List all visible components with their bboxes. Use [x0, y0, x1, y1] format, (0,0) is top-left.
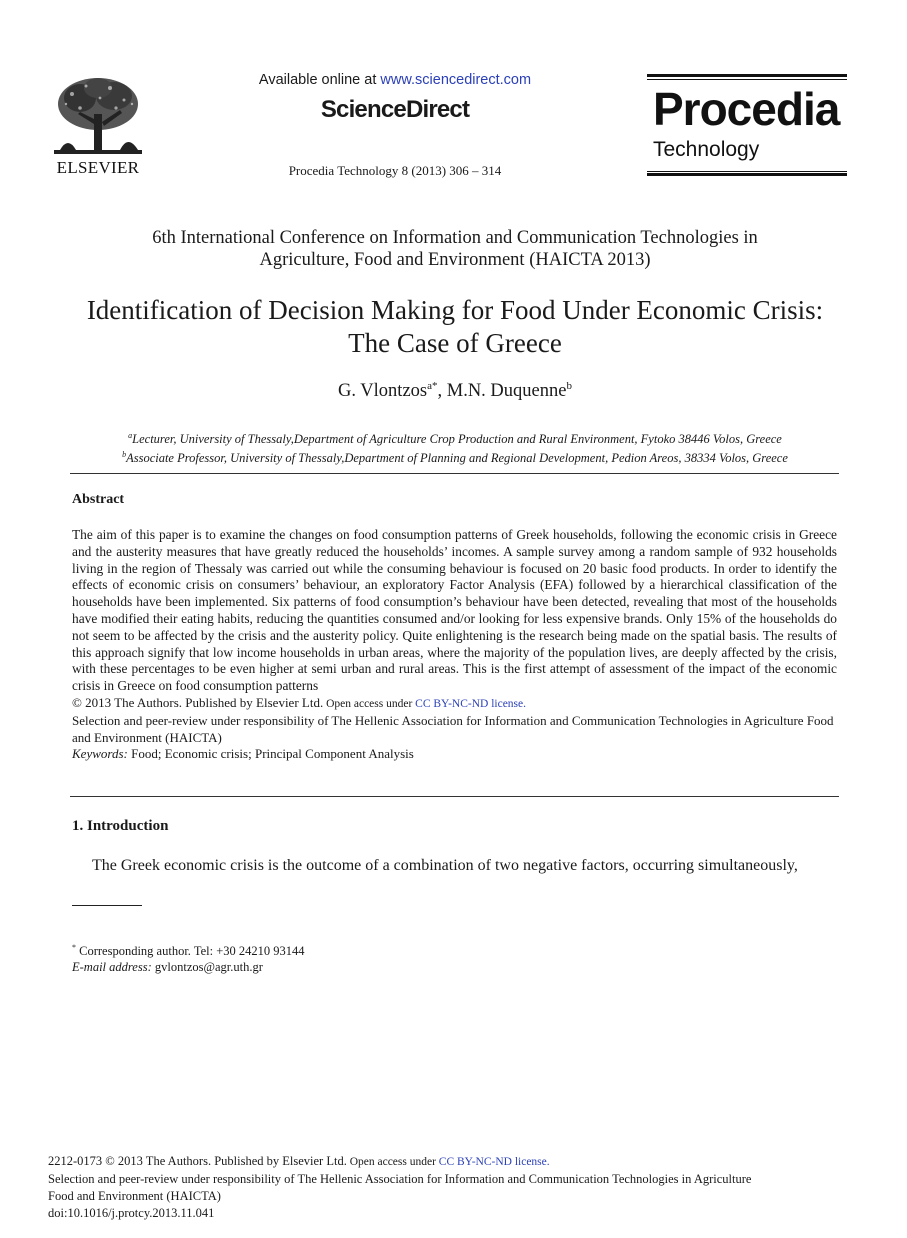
- affiliation-a: [70, 428, 840, 447]
- email-line: [72, 959, 672, 975]
- corresponding-text: Corresponding author. Tel: +30 24210 93144: [76, 944, 305, 959]
- sciencedirect-link[interactable]: www.sciencedirect.com: [380, 72, 532, 88]
- conference-line-2: Agriculture, Food and Environment (HAICTA 2013): [259, 250, 651, 270]
- footer-open-access: Open access under: [346, 1156, 439, 1168]
- copyright-text: © 2013 The Authors. Published by Elsevier Ltd.: [72, 694, 324, 710]
- footnote: [72, 940, 672, 975]
- available-prefix: Available online at: [258, 72, 381, 88]
- corresponding-author: [72, 940, 672, 959]
- footer-peer-review-1: Selection and peer-review under responsibility of The Hellenic Association for Information and Communication Technologies in Agriculture: [48, 1172, 752, 1186]
- title-line-2: The Case of Greece: [348, 328, 562, 358]
- affiliations: [70, 428, 840, 466]
- footer-peer-review-2: Food and Environment (HAICTA): [48, 1189, 221, 1203]
- footer-copyright: [48, 1153, 848, 1171]
- footer-issn-copyright: 2212-0173 © 2013 The Authors. Published by Elsevier Ltd.: [48, 1154, 347, 1168]
- keywords-label: Keywords:: [72, 746, 128, 762]
- rule-above-abstract: [70, 473, 839, 474]
- abstract-section: [72, 527, 837, 763]
- available-online-line: [200, 72, 590, 88]
- elsevier-tree-icon: [50, 74, 146, 158]
- conference-name: [70, 227, 840, 271]
- author-1-mark: a*: [427, 380, 438, 392]
- affiliation-a-mark: a: [128, 431, 133, 440]
- elsevier-logo: [50, 74, 146, 178]
- author-2-mark: b: [566, 380, 572, 392]
- paper-title: [40, 294, 870, 360]
- footer-license-link[interactable]: CC BY-NC-ND license.: [438, 1156, 550, 1168]
- procedia-title: Procedia: [653, 83, 840, 135]
- page-footer: [48, 1153, 848, 1222]
- procedia-logo: [647, 74, 847, 178]
- abstract-copyright: [72, 695, 837, 713]
- author-1: G. Vlontzos: [338, 381, 428, 402]
- logo-rule-top: [647, 74, 847, 77]
- title-line-1: Identification of Decision Making for Food Under Economic Crisis:: [86, 295, 824, 325]
- keywords-text: Food; Economic crisis; Principal Component Analysis: [127, 746, 414, 762]
- journal-reference: Procedia Technology 8 (2013) 306 – 314: [288, 163, 502, 178]
- sciencedirect-logo: ScienceDirect: [320, 96, 470, 123]
- footer-doi[interactable]: doi:10.1016/j.protcy.2013.11.041: [48, 1206, 215, 1220]
- open-access-text: Open access under: [323, 697, 416, 710]
- introduction-text: The Greek economic crisis is the outcome of a combination of two negative factors, occurring simultaneously,: [92, 857, 798, 874]
- author-2: M.N. Duquenne: [446, 381, 567, 402]
- peer-review-statement: Selection and peer-review under responsibility of The Hellenic Association for Information and Communication Technologies in Agriculture Food and Environment (HAICTA): [72, 712, 834, 745]
- affiliation-a-text: Lecturer, University of Thessaly,Department of Agriculture Crop Production and Rural Environment, Fytoko 38446 Volos, Greece: [132, 432, 782, 447]
- affiliation-b-text: Associate Professor, University of Thessaly,Department of Planning and Regional Development, Pedion Areos, 38334 Volos, Greece: [126, 451, 788, 466]
- footnote-rule: [72, 905, 142, 906]
- author-separator: ,: [437, 381, 447, 402]
- license-link[interactable]: CC BY-NC-ND license.: [415, 697, 527, 710]
- procedia-subtitle: Technology: [653, 138, 760, 161]
- logo-rule-bottom-thin: [647, 171, 847, 172]
- abstract-text: The aim of this paper is to examine the changes on food consumption patterns of Greek households, following the economic crisis in Greece and the austerity measures that have greatly reduced the households’ incomes. A sample survey among a random sample of 932 households living in the region of Thessaly was carried out while the consuming behaviour is focused on 20 basic food products. In order to identify the effects of economic crisis on consumers’ behaviour, an exploratory Factor Analysis (EFA) followed by a hierarchical classification of the households have been implemented. Six patterns of food consumption’s behaviour have been detected, revealing that most of the households have modified their eating habits, reducing the quantities consumed and/or looking for less expensive brands. Only 15% of the households do not seem to be affected by the crisis and the austerity policy. Quite enlightening is the research being made on the spatial basis. The results of this approach signify that low income households in urban areas, where the majority of the population lives, are deeply affected by the crisis, with these percentages to be even higher at semi urban and rural areas. This is the first attempt of assessment of the impact of the economic crisis in Greece on food consumption patterns: [72, 527, 837, 694]
- logo-rule-bottom: [647, 173, 847, 176]
- author-list: [70, 380, 840, 402]
- logo-rule-top-thin: [647, 79, 847, 80]
- affiliation-b: [70, 447, 840, 466]
- rule-below-abstract: [70, 796, 839, 797]
- email-label: E-mail address:: [72, 960, 152, 975]
- keywords: [72, 746, 837, 763]
- affiliation-b-mark: b: [122, 450, 127, 460]
- elsevier-wordmark: ELSEVIER: [56, 158, 140, 177]
- introduction-heading: 1. Introduction: [72, 818, 169, 834]
- conference-line-1: 6th International Conference on Information and Communication Technologies in: [152, 228, 758, 248]
- email-address: gvlontzos@agr.uth.gr: [151, 960, 263, 975]
- abstract-heading: Abstract: [72, 492, 125, 507]
- footnote-mark: *: [72, 943, 76, 952]
